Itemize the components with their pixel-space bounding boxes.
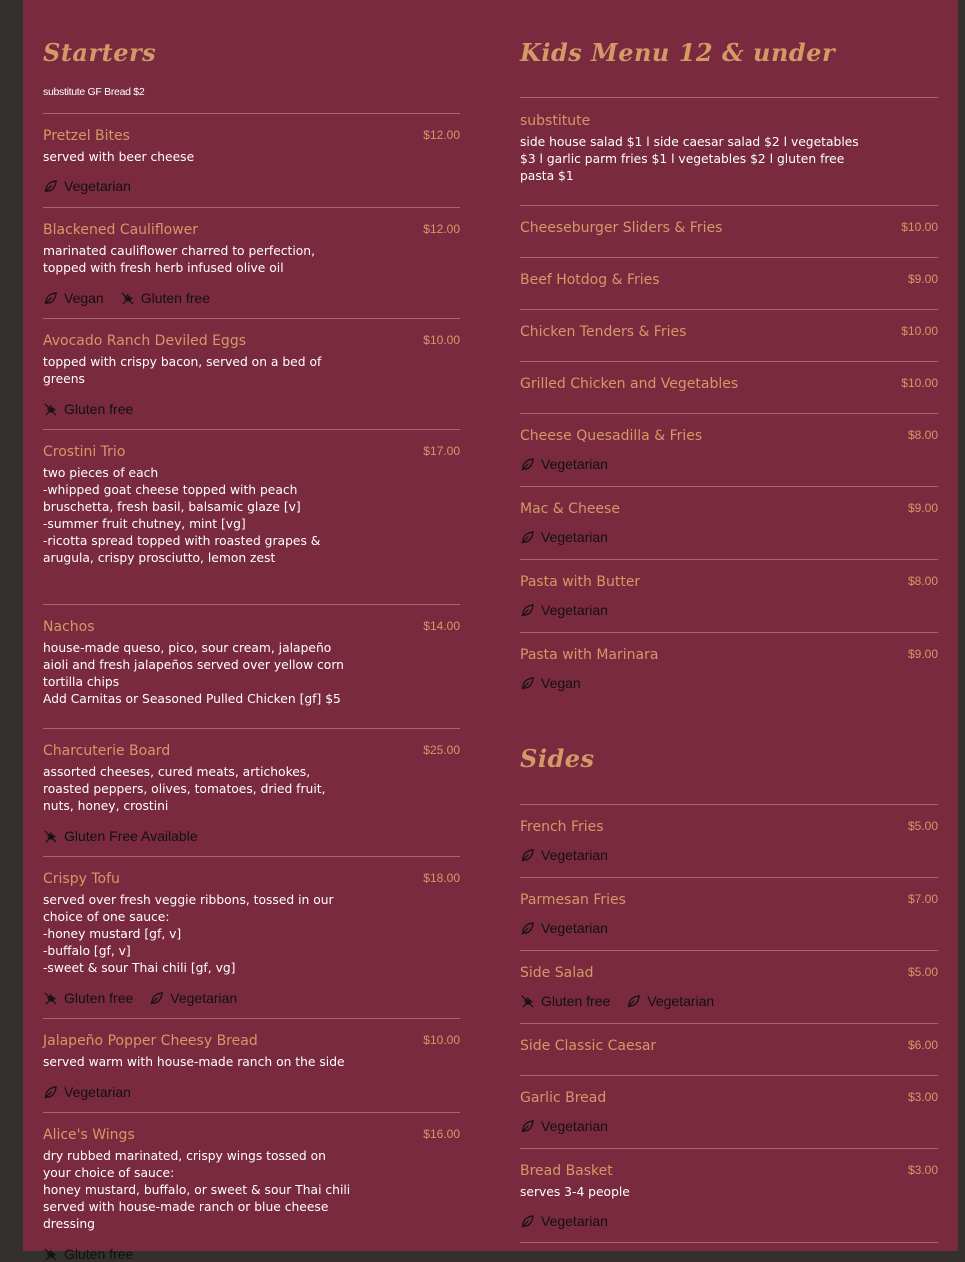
dietary-tags [43,1246,133,1262]
item-price: $10.00 [901,376,938,390]
item-price: $5.00 [907,819,938,833]
dietary-tags [43,990,237,1006]
divider [520,1075,938,1076]
item-name: Mac & Cheese [520,501,620,517]
item-description: served warm with house-made ranch on the side [43,1055,345,1069]
item-description: topped with crispy bacon, served on a bed of greens [43,355,322,386]
leaf-icon [520,1214,535,1229]
kids-menu-title: Kids Menu 12 & under [520,38,836,67]
divider [520,361,938,362]
dietary-tags [520,456,608,472]
item-description: served with beer cheese [43,150,195,164]
tag-vegetarian [43,178,131,194]
tag-label: Vegan [541,675,581,691]
item-name: Grilled Chicken and Vegetables [520,376,739,392]
item-price: $10.00 [901,220,938,234]
tag-gluten-free-available [43,828,198,844]
item-name: Avocado Ranch Deviled Eggs [43,333,246,349]
leaf-icon [520,921,535,936]
item-name: French Fries [520,819,604,835]
item-description: served over fresh veggie ribbons, tossed in our choice of one sauce: -honey mustard [gf, v] -buffalo [gf, v] -sweet & sour Thai chili [gf, vg] [43,893,334,975]
tag-label: Vegetarian [541,1118,608,1134]
tag-label: Vegetarian [170,990,238,1006]
item-price: $3.00 [907,1090,938,1104]
tag-vegetarian [520,456,608,472]
item-name: Beef Hotdog & Fries [520,272,660,288]
leaf-icon [43,179,58,194]
dietary-tags [520,993,714,1009]
item-price: $8.00 [907,574,938,588]
item-name: Side Classic Caesar [520,1038,657,1054]
divider [43,1018,460,1019]
tag-vegetarian [149,990,237,1006]
item-name: Nachos [43,619,95,635]
dietary-tags [520,847,608,863]
crossed-wheat-icon [43,402,58,417]
item-price: $18.00 [423,871,460,885]
tag-label: Gluten free [140,290,210,306]
divider [520,632,938,633]
item-price: $17.00 [423,444,460,458]
item-price: $25.00 [423,743,460,757]
divider [520,804,938,805]
divider [43,728,460,729]
tag-gluten-free [120,290,210,306]
item-price: $7.00 [907,892,938,906]
item-name: Pasta with Marinara [520,647,659,663]
tag-label: Vegetarian [541,529,608,545]
tag-label: Gluten free [64,990,134,1006]
tag-vegetarian [520,529,608,545]
tag-label: Vegan [64,290,104,306]
item-price: $16.00 [423,1127,460,1141]
item-name: Blackened Cauliflower [43,222,199,238]
tag-vegan [43,290,104,306]
item-name: Cheese Quesadilla & Fries [520,428,703,444]
item-price: $5.00 [907,965,938,979]
leaf-icon [520,1119,535,1134]
item-name: Bread Basket [520,1163,613,1179]
divider [43,429,460,430]
item-description: assorted cheeses, cured meats, artichokes, roasted peppers, olives, tomatoes, dried fruit, nuts, honey, crostini [43,765,326,813]
item-description: serves 3-4 people [520,1185,630,1199]
item-price: $10.00 [423,333,460,347]
item-description: marinated cauliflower charred to perfection, topped with fresh herb infused olive oil [43,244,315,275]
divider [43,113,460,114]
leaf-icon [520,457,535,472]
item-name: Jalapeño Popper Cheesy Bread [43,1033,258,1049]
tag-label: Gluten free [64,401,134,417]
tag-label: Gluten free [64,1246,134,1262]
crossed-wheat-icon [43,829,58,844]
item-name: Cheeseburger Sliders & Fries [520,220,723,236]
tag-vegetarian [626,993,714,1009]
tag-gluten-free [43,1246,133,1262]
starters-title: Starters [43,38,157,67]
divider [43,856,460,857]
tag-gluten-free [520,993,610,1009]
tag-vegetarian [520,602,608,618]
leaf-icon [149,991,164,1006]
dietary-tags [43,178,131,194]
leaf-icon [43,1085,58,1100]
divider [520,1242,938,1243]
crossed-wheat-icon [120,291,135,306]
leaf-icon [43,291,58,306]
tag-label: Vegetarian [647,993,715,1009]
dietary-tags [43,290,210,306]
item-price: $8.00 [907,428,938,442]
dietary-tags [520,1213,608,1229]
tag-label: Gluten Free Available [64,828,198,844]
item-description: dry rubbed marinated, crispy wings tossed on your choice of sauce: honey mustard, buffalo, or sweet & sour Thai chili served with house-made ranch or blue cheese dressing [43,1149,351,1231]
starters-note: substitute GF Bread $2 [43,86,145,98]
tag-gluten-free [43,401,133,417]
tag-label: Vegetarian [541,602,608,618]
item-price: $10.00 [901,324,938,338]
divider [520,97,938,98]
substitute-heading: substitute [520,113,591,129]
tag-vegetarian [43,1084,131,1100]
item-description: house-made queso, pico, sour cream, jalapeño aioli and fresh jalapeños served over yellow corn tortilla chips Add Carnitas or Seasoned Pulled Chicken [gf] $5 [43,641,344,706]
item-name: Pretzel Bites [43,128,130,144]
dietary-tags [520,602,608,618]
item-name: Garlic Bread [520,1090,607,1106]
tag-label: Vegetarian [541,456,608,472]
leaf-icon [520,848,535,863]
item-price: $14.00 [423,619,460,633]
substitute-desc: side house salad $1 l side caesar salad $2 l vegetables $3 l garlic parm fries $1 l vegetables $2 l gluten free pasta $1 [520,135,859,183]
divider [43,604,460,605]
item-name: Chicken Tenders & Fries [520,324,687,340]
divider [43,207,460,208]
divider [520,950,938,951]
tag-vegetarian [520,920,608,936]
divider [520,257,938,258]
dietary-tags [43,828,198,844]
item-name: Crostini Trio [43,444,126,460]
tag-vegetarian [520,1213,608,1229]
tag-vegetarian [520,1118,608,1134]
divider [520,559,938,560]
dietary-tags [43,401,133,417]
item-name: Crispy Tofu [43,871,120,887]
item-description: two pieces of each -whipped goat cheese topped with peach bruschetta, fresh basil, balsamic glaze [v] -summer fruit chutney, mint [vg] -ricotta spread topped with roasted grapes & arugula, crispy prosciutto, lemon zest [43,466,321,565]
tag-gluten-free [43,990,133,1006]
divider [520,877,938,878]
leaf-icon [520,530,535,545]
divider [520,309,938,310]
tag-label: Gluten free [541,993,611,1009]
item-price: $9.00 [907,272,938,286]
dietary-tags [520,529,608,545]
leaf-icon [520,676,535,691]
tag-label: Vegetarian [64,1084,131,1100]
item-price: $9.00 [907,647,938,661]
item-price: $6.00 [907,1038,938,1052]
divider [43,318,460,319]
crossed-wheat-icon [43,1247,58,1262]
divider [520,1023,938,1024]
divider [520,1148,938,1149]
tag-vegetarian [520,847,608,863]
item-price: $10.00 [423,1033,460,1047]
divider [520,205,938,206]
item-name: Side Salad [520,965,594,981]
tag-label: Vegetarian [541,1213,608,1229]
item-name: Alice's Wings [43,1127,135,1143]
divider [520,413,938,414]
menu-panel [23,0,958,1262]
tag-label: Vegetarian [541,920,608,936]
leaf-icon [520,603,535,618]
divider [520,486,938,487]
item-price: $9.00 [907,501,938,515]
item-name: Charcuterie Board [43,743,171,759]
sides-title: Sides [520,744,595,773]
tag-label: Vegetarian [64,178,131,194]
tag-label: Vegetarian [541,847,608,863]
crossed-wheat-icon [43,991,58,1006]
tag-vegan [520,675,581,691]
dietary-tags [520,1118,608,1134]
item-price: $3.00 [907,1163,938,1177]
divider [43,1112,460,1113]
item-name: Parmesan Fries [520,892,626,908]
crossed-wheat-icon [520,994,535,1009]
item-name: Pasta with Butter [520,574,641,590]
item-price: $12.00 [423,128,460,142]
dietary-tags [520,675,581,691]
dietary-tags [520,920,608,936]
dietary-tags [43,1084,131,1100]
item-price: $12.00 [423,222,460,236]
leaf-icon [626,994,641,1009]
